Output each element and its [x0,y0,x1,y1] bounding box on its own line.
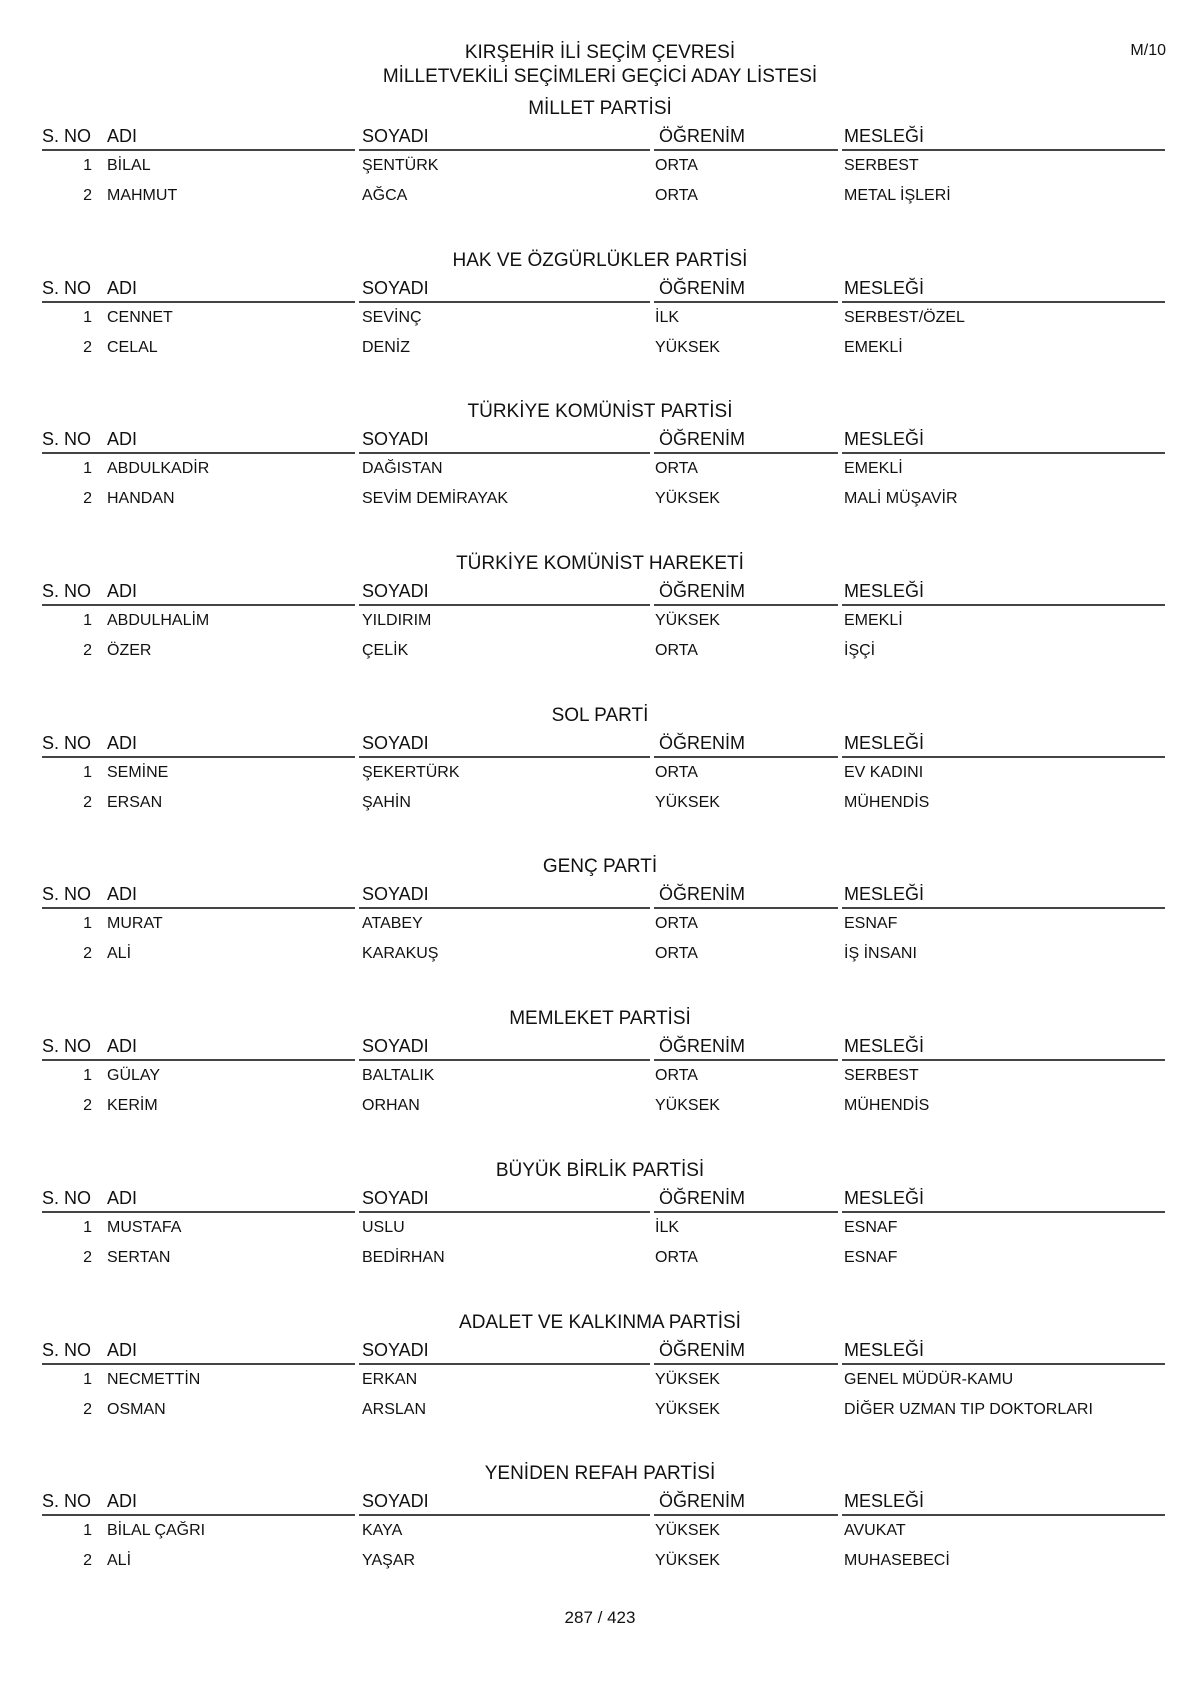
candidate-no: 1 [83,612,92,630]
candidate-occupation: SERBEST/ÖZEL [844,308,965,326]
column-header-meslek: MESLEĞİ [844,277,925,298]
column-header-ogrenim: ÖĞRENİM [659,277,746,298]
header-underline [654,1514,838,1516]
candidate-occupation: SERBEST [844,1067,919,1085]
column-header-meslek: MESLEĞİ [844,732,925,753]
candidate-last-name: SEVİM DEMİRAYAK [362,490,509,508]
column-header-no: S. NO [42,126,92,146]
candidate-occupation: DİĞER UZMAN TIP DOKTORLARI [844,1400,1093,1418]
candidate-no: 2 [83,338,92,356]
party-name: HAK VE ÖZGÜRLÜKLER PARTİSİ [452,249,748,271]
candidate-last-name: AĞCA [362,187,408,204]
column-header-soyadi: SOYADI [362,1491,429,1512]
column-header-soyadi: SOYADI [362,581,429,602]
column-header-adi: ADI [107,1339,138,1360]
header-underline [654,1059,838,1061]
column-header-adi: ADI [107,884,138,905]
candidate-no: 2 [83,945,92,963]
column-header-row [42,1340,1165,1364]
column-header-no: S. NO [42,277,92,298]
column-header-adi: ADI [107,1036,138,1057]
candidate-occupation: MÜHENDİS [844,1097,930,1115]
candidate-occupation: MUHASEBECİ [844,1552,950,1570]
column-header-row [42,581,1165,605]
column-header-soyadi: SOYADI [362,429,429,450]
column-header-adi: ADI [107,581,138,602]
header-underline [842,1363,1165,1365]
party-section [0,1007,1200,1159]
candidate-last-name: YAŞAR [362,1552,416,1570]
header-underline [359,756,650,758]
candidate-row [42,1401,1165,1423]
candidate-first-name: SERTAN [107,1248,171,1266]
candidate-no: 1 [83,1218,92,1236]
candidate-occupation: GENEL MÜDÜR-KAMU [844,1370,1014,1388]
header-underline [42,1514,355,1516]
column-header-adi: ADI [107,732,138,753]
candidate-first-name: BİLAL [107,157,151,174]
column-header-soyadi: SOYADI [362,884,429,905]
candidate-education: YÜKSEK [655,338,720,356]
candidate-education: YÜKSEK [655,1370,720,1388]
column-header-no: S. NO [42,429,92,450]
candidate-no: 1 [83,1522,92,1540]
candidate-no: 2 [83,1552,92,1570]
candidate-education: YÜKSEK [655,1522,720,1540]
column-header-no: S. NO [42,1491,92,1512]
column-header-ogrenim: ÖĞRENİM [659,1491,746,1512]
column-header-no: S. NO [42,732,92,753]
candidate-education: YÜKSEK [655,1400,720,1418]
candidate-no: 1 [83,915,92,933]
candidate-no: 2 [83,642,92,660]
column-header-row [42,1491,1165,1515]
column-header-meslek: MESLEĞİ [844,1491,925,1512]
document-header [0,41,1200,89]
candidate-row [42,642,1165,664]
column-header-row [42,884,1165,908]
page-code: M/10 [1130,42,1166,59]
column-header-ogrenim: ÖĞRENİM [659,429,746,450]
candidate-no: 2 [83,1248,92,1266]
candidate-row [42,1249,1165,1271]
column-header-adi: ADI [107,1187,138,1208]
party-section [0,552,1200,704]
party-name: MİLLET PARTİSİ [528,98,672,119]
header-underline [842,1211,1165,1213]
party-name: TÜRKİYE KOMÜNİST HAREKETİ [456,553,744,575]
column-header-adi: ADI [107,126,138,146]
candidate-last-name: ATABEY [362,915,423,933]
candidate-no: 2 [83,793,92,811]
column-header-no: S. NO [42,1036,92,1057]
party-section [0,400,1200,552]
candidate-occupation: EMEKLİ [844,460,903,478]
column-header-row [42,126,1165,150]
header-underline [42,1211,355,1213]
header-underline [359,1059,650,1061]
candidate-last-name: KARAKUŞ [362,945,439,963]
header-underline [842,1059,1165,1061]
candidate-occupation: ESNAF [844,1218,898,1236]
candidate-last-name: ORHAN [362,1097,420,1115]
candidate-first-name: MAHMUT [107,187,178,204]
candidate-no: 2 [83,1097,92,1115]
candidate-no: 1 [83,460,92,478]
column-header-row [42,278,1165,302]
candidate-row [42,339,1165,361]
candidate-first-name: ALİ [107,945,132,963]
party-name: ADALET VE KALKINMA PARTİSİ [459,1311,741,1333]
candidate-row [42,764,1165,786]
column-header-ogrenim: ÖĞRENİM [659,1187,746,1208]
candidate-education: YÜKSEK [655,1552,720,1570]
header-underline [654,149,838,151]
header-underline [359,907,650,909]
candidate-row [42,490,1165,512]
candidate-education: ORTA [655,945,698,963]
header-underline [359,604,650,606]
header-underline [359,1363,650,1365]
header-underline [654,604,838,606]
party-section [0,855,1200,1007]
candidate-education: YÜKSEK [655,490,720,508]
candidate-last-name: BEDİRHAN [362,1248,445,1266]
candidate-row [42,1097,1165,1119]
column-header-no: S. NO [42,884,92,905]
header-underline [654,756,838,758]
candidate-last-name: ARSLAN [362,1400,427,1418]
candidate-occupation: AVUKAT [844,1522,906,1540]
candidate-first-name: OSMAN [107,1400,166,1418]
candidate-last-name: DENİZ [362,338,410,356]
candidate-row [42,157,1165,179]
candidate-first-name: SEMİNE [107,763,169,781]
candidate-first-name: CENNET [107,308,173,326]
candidate-row [42,794,1165,816]
candidate-first-name: NECMETTİN [107,1370,201,1388]
candidate-first-name: ABDULHALİM [107,612,210,630]
candidate-last-name: DAĞISTAN [362,460,443,478]
candidate-first-name: ABDULKADİR [107,460,210,478]
column-header-ogrenim: ÖĞRENİM [659,884,746,905]
candidate-row [42,1219,1165,1241]
column-header-meslek: MESLEĞİ [844,1187,925,1208]
candidate-first-name: ALİ [107,1552,132,1570]
candidate-no: 1 [83,157,92,174]
candidate-no: 2 [83,187,92,204]
column-header-ogrenim: ÖĞRENİM [659,1339,746,1360]
header-underline [42,452,355,454]
column-header-no: S. NO [42,1187,92,1208]
candidate-education: YÜKSEK [655,612,720,630]
candidate-first-name: ERSAN [107,793,163,811]
candidate-row [42,1522,1165,1544]
party-sections [0,97,1200,1614]
candidate-first-name: ÖZER [107,642,152,660]
candidate-occupation: EMEKLİ [844,338,903,356]
column-header-meslek: MESLEĞİ [844,126,925,146]
column-header-ogrenim: ÖĞRENİM [659,732,746,753]
column-header-soyadi: SOYADI [362,126,429,146]
candidate-education: İLK [655,308,680,326]
page-number: 287 / 423 [564,1608,636,1627]
header-line-2: MİLLETVEKİLİ SEÇİMLERİ GEÇİCİ ADAY LİSTESİ [382,66,818,87]
party-section [0,1311,1200,1463]
column-header-soyadi: SOYADI [362,1036,429,1057]
header-underline [359,1514,650,1516]
candidate-education: ORTA [655,157,698,174]
header-underline [42,301,355,303]
party-section [0,704,1200,856]
candidate-first-name: KERİM [107,1097,158,1115]
header-underline [842,604,1165,606]
party-name: TÜRKİYE KOMÜNİST PARTİSİ [467,401,733,423]
column-header-soyadi: SOYADI [362,277,429,298]
candidate-row [42,1371,1165,1393]
header-underline [42,1363,355,1365]
candidate-education: ORTA [655,1248,698,1266]
candidate-occupation: EV KADINI [844,763,924,781]
column-header-row [42,1188,1165,1212]
column-header-meslek: MESLEĞİ [844,429,925,450]
column-header-meslek: MESLEĞİ [844,1036,925,1057]
party-section [0,97,1200,249]
candidate-occupation: METAL İŞLERİ [844,187,951,204]
candidate-last-name: KAYA [362,1522,403,1540]
candidate-last-name: ERKAN [362,1370,418,1388]
header-underline [42,149,355,151]
candidate-first-name: BİLAL ÇAĞRI [107,1522,206,1540]
party-section [0,249,1200,401]
candidate-occupation: MÜHENDİS [844,793,930,811]
header-underline [842,756,1165,758]
candidate-first-name: GÜLAY [107,1067,161,1085]
column-header-adi: ADI [107,429,138,450]
header-underline [842,452,1165,454]
candidate-no: 1 [83,1067,92,1085]
candidate-last-name: ŞAHİN [362,793,411,811]
header-line-1: KIRŞEHİR İLİ SEÇİM ÇEVRESİ [464,42,736,63]
party-section [0,1159,1200,1311]
column-header-no: S. NO [42,1339,92,1360]
column-header-row [42,429,1165,453]
candidate-education: YÜKSEK [655,1097,720,1115]
candidate-last-name: SEVİNÇ [362,308,422,326]
candidate-row [42,309,1165,331]
column-header-adi: ADI [107,277,138,298]
column-header-meslek: MESLEĞİ [844,884,925,905]
candidate-education: ORTA [655,763,698,781]
header-underline [359,1211,650,1213]
candidate-occupation: EMEKLİ [844,612,903,630]
candidate-no: 2 [83,490,92,508]
column-header-soyadi: SOYADI [362,732,429,753]
candidate-no: 1 [83,1370,92,1388]
candidate-no: 1 [83,308,92,326]
candidate-no: 2 [83,1400,92,1418]
header-underline [654,907,838,909]
column-header-ogrenim: ÖĞRENİM [659,126,746,146]
header-underline [42,1059,355,1061]
candidate-row [42,915,1165,937]
candidate-last-name: BALTALIK [362,1067,435,1085]
header-underline [842,149,1165,151]
candidate-occupation: ESNAF [844,915,898,933]
candidate-first-name: MUSTAFA [107,1218,182,1236]
header-underline [359,452,650,454]
header-underline [654,1211,838,1213]
candidate-first-name: CELAL [107,338,158,356]
candidate-education: YÜKSEK [655,793,720,811]
header-underline [654,1363,838,1365]
header-underline [42,907,355,909]
candidate-occupation: MALİ MÜŞAVİR [844,490,958,508]
candidate-row [42,460,1165,482]
candidate-education: ORTA [655,187,698,204]
candidate-first-name: HANDAN [107,490,175,508]
header-underline [359,301,650,303]
party-name: YENİDEN REFAH PARTİSİ [484,1463,716,1485]
candidate-last-name: USLU [362,1218,405,1236]
candidate-education: ORTA [655,1067,698,1085]
column-header-row [42,1036,1165,1060]
column-header-soyadi: SOYADI [362,1339,429,1360]
candidate-education: ORTA [655,915,698,933]
party-section [0,1462,1200,1614]
candidate-row [42,1552,1165,1574]
header-underline [842,907,1165,909]
candidate-no: 1 [83,763,92,781]
header-underline [42,756,355,758]
header-underline [842,1514,1165,1516]
candidate-last-name: ŞEKERTÜRK [362,763,460,781]
candidate-row [42,612,1165,634]
candidate-row [42,187,1165,209]
candidate-education: ORTA [655,642,698,660]
candidate-row [42,1067,1165,1089]
column-header-no: S. NO [42,581,92,602]
party-name: MEMLEKET PARTİSİ [509,1008,691,1030]
column-header-meslek: MESLEĞİ [844,1339,925,1360]
candidate-occupation: İŞÇİ [844,642,876,660]
column-header-meslek: MESLEĞİ [844,581,925,602]
column-header-adi: ADI [107,1491,138,1512]
candidate-last-name: YILDIRIM [362,612,432,630]
candidate-education: ORTA [655,460,698,478]
header-underline [654,452,838,454]
column-header-row [42,733,1165,757]
column-header-ogrenim: ÖĞRENİM [659,1036,746,1057]
header-underline [842,301,1165,303]
header-underline [654,301,838,303]
candidate-education: İLK [655,1218,680,1236]
header-underline [359,149,650,151]
party-name: BÜYÜK BİRLİK PARTİSİ [495,1159,705,1181]
candidate-row [42,945,1165,967]
column-header-soyadi: SOYADI [362,1187,429,1208]
candidate-occupation: SERBEST [844,157,919,174]
candidate-occupation: ESNAF [844,1248,898,1266]
party-name: SOL PARTİ [551,704,649,726]
header-underline [42,604,355,606]
candidate-last-name: ŞENTÜRK [362,157,439,174]
candidate-first-name: MURAT [107,915,163,933]
column-header-ogrenim: ÖĞRENİM [659,581,746,602]
party-name: GENÇ PARTİ [542,856,658,878]
candidate-occupation: İŞ İNSANI [844,945,917,963]
candidate-last-name: ÇELİK [362,642,409,660]
